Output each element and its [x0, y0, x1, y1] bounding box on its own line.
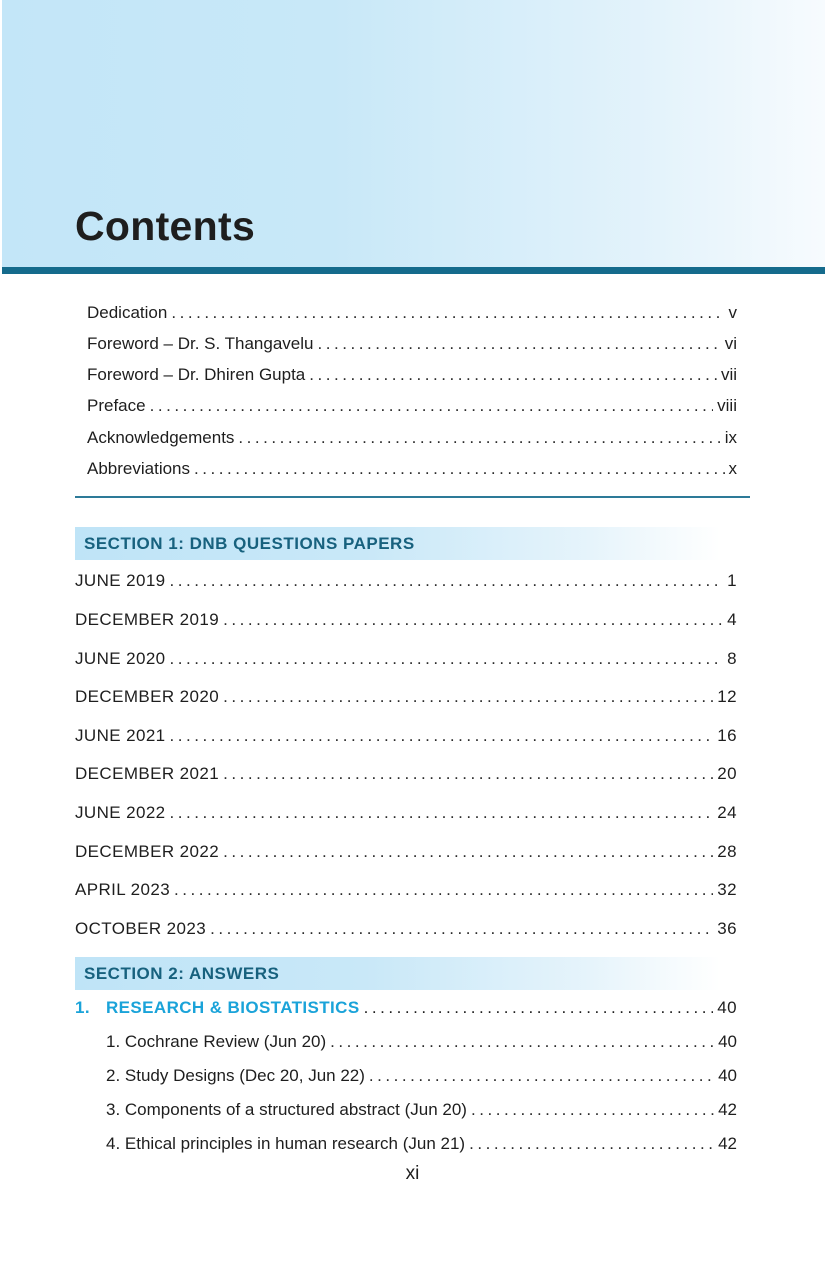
toc-entry: [75, 879, 737, 901]
toc-entry: [75, 609, 737, 631]
dot-leader: [171, 302, 724, 324]
toc-entry: [75, 570, 737, 592]
toc-entry-label: 3. Components of a structured abstract (Jun 20): [106, 1100, 467, 1119]
toc-sub-entry: [106, 1065, 737, 1087]
front-matter-divider: [75, 496, 750, 498]
toc-entry-label: JUNE 2019: [75, 571, 166, 590]
dot-leader: [223, 841, 713, 863]
page-number: xi: [405, 1163, 420, 1184]
dot-leader: [317, 333, 720, 355]
dot-leader: [170, 725, 714, 747]
dot-leader: [223, 686, 713, 708]
toc-entry-page: x: [728, 459, 737, 478]
toc-entry-page: 28: [717, 842, 737, 861]
toc-entry-label: DECEMBER 2022: [75, 842, 220, 861]
dot-leader: [309, 364, 717, 386]
toc-entry-label: DECEMBER 2019: [75, 610, 220, 629]
dot-leader: [150, 395, 714, 417]
toc-entry-label: 2. Study Designs (Dec 20, Jun 22): [106, 1066, 365, 1085]
toc-entry-page: vi: [724, 334, 737, 353]
toc-entry-label: Preface: [87, 396, 146, 415]
toc-entry-page: 42: [718, 1134, 737, 1153]
dot-leader: [469, 1133, 714, 1155]
toc-entry-page: 16: [717, 726, 737, 745]
toc-entry: [75, 763, 737, 785]
toc-entry: [75, 725, 737, 747]
toc-entry-label: APRIL 2023: [75, 880, 171, 899]
toc-entry-page: 1: [727, 571, 737, 590]
dot-leader: [170, 802, 714, 824]
toc-entry-page: 12: [717, 687, 737, 706]
toc-entry: [75, 802, 737, 824]
toc-entry-label: Foreword – Dr. S. Thangavelu: [87, 334, 314, 353]
chapter-title: RESEARCH & BIOSTATISTICS: [106, 998, 360, 1017]
toc-entry-label: Abbreviations: [87, 459, 191, 478]
toc-entry-label: DECEMBER 2021: [75, 764, 220, 783]
toc-entry-page: 24: [717, 803, 737, 822]
toc-entry-page: viii: [717, 396, 737, 415]
toc-entry-foreword-thangavelu: [87, 333, 737, 355]
dot-leader: [330, 1031, 714, 1053]
toc-entry-page: 42: [718, 1100, 737, 1119]
toc-entry-label: Dedication: [87, 303, 168, 322]
toc-entry-page: 40: [718, 1032, 737, 1051]
toc-entry-label: Foreword – Dr. Dhiren Gupta: [87, 365, 306, 384]
dot-leader: [369, 1065, 714, 1087]
toc-entry-page: 20: [717, 764, 737, 783]
toc-entry-label: 4. Ethical principles in human research (Jun 21): [106, 1134, 466, 1153]
dot-leader: [170, 570, 724, 592]
toc-entry-label: JUNE 2022: [75, 803, 166, 822]
toc-entry-page: 4: [727, 610, 737, 629]
toc-entry: [75, 686, 737, 708]
toc-chapter-entry: [75, 997, 737, 1019]
dot-leader: [223, 609, 723, 631]
toc-entry-acknowledgements: [87, 427, 737, 449]
toc-entry-label: JUNE 2020: [75, 649, 166, 668]
toc-entry-page: 36: [717, 919, 737, 938]
toc-entry-page: 40: [717, 998, 737, 1017]
page-title: Contents: [75, 203, 256, 249]
toc-entry: [75, 918, 737, 940]
toc-entry-foreword-gupta: [87, 364, 737, 386]
dot-leader: [471, 1099, 714, 1121]
section-2-heading: SECTION 2: ANSWERS: [75, 957, 720, 990]
toc-entry: [75, 648, 737, 670]
toc-entry-label: JUNE 2021: [75, 726, 166, 745]
section-1-heading: SECTION 1: DNB QUESTIONS PAPERS: [75, 527, 720, 560]
dot-leader: [238, 427, 720, 449]
toc-entry-page: 8: [727, 649, 737, 668]
toc-sub-entry: [106, 1099, 737, 1121]
dot-leader: [170, 648, 724, 670]
toc-entry-preface: [87, 395, 737, 417]
toc-sub-entry: [106, 1133, 737, 1155]
toc-entry-page: vii: [720, 365, 737, 384]
header-rule: [2, 267, 825, 274]
dot-leader: [174, 879, 713, 901]
toc-sub-entry: [106, 1031, 737, 1053]
toc-entry-label: Acknowledgements: [87, 428, 235, 447]
dot-leader: [210, 918, 713, 940]
toc-chapter-label: [75, 997, 360, 1019]
toc-entry-page: 40: [718, 1066, 737, 1085]
chapter-number: 1.: [75, 998, 90, 1017]
toc-entry-abbreviations: [87, 458, 737, 480]
toc-entry-label: DECEMBER 2020: [75, 687, 220, 706]
dot-leader: [194, 458, 724, 480]
toc-entry-label: 1. Cochrane Review (Jun 20): [106, 1032, 327, 1051]
toc-entry: [75, 841, 737, 863]
toc-entry-page: v: [728, 303, 737, 322]
dot-leader: [223, 763, 713, 785]
toc-entry-label: OCTOBER 2023: [75, 919, 207, 938]
toc-entry-page: 32: [717, 880, 737, 899]
toc-entry-page: ix: [724, 428, 737, 447]
toc-entry-dedication: [87, 302, 737, 324]
dot-leader: [364, 997, 714, 1019]
